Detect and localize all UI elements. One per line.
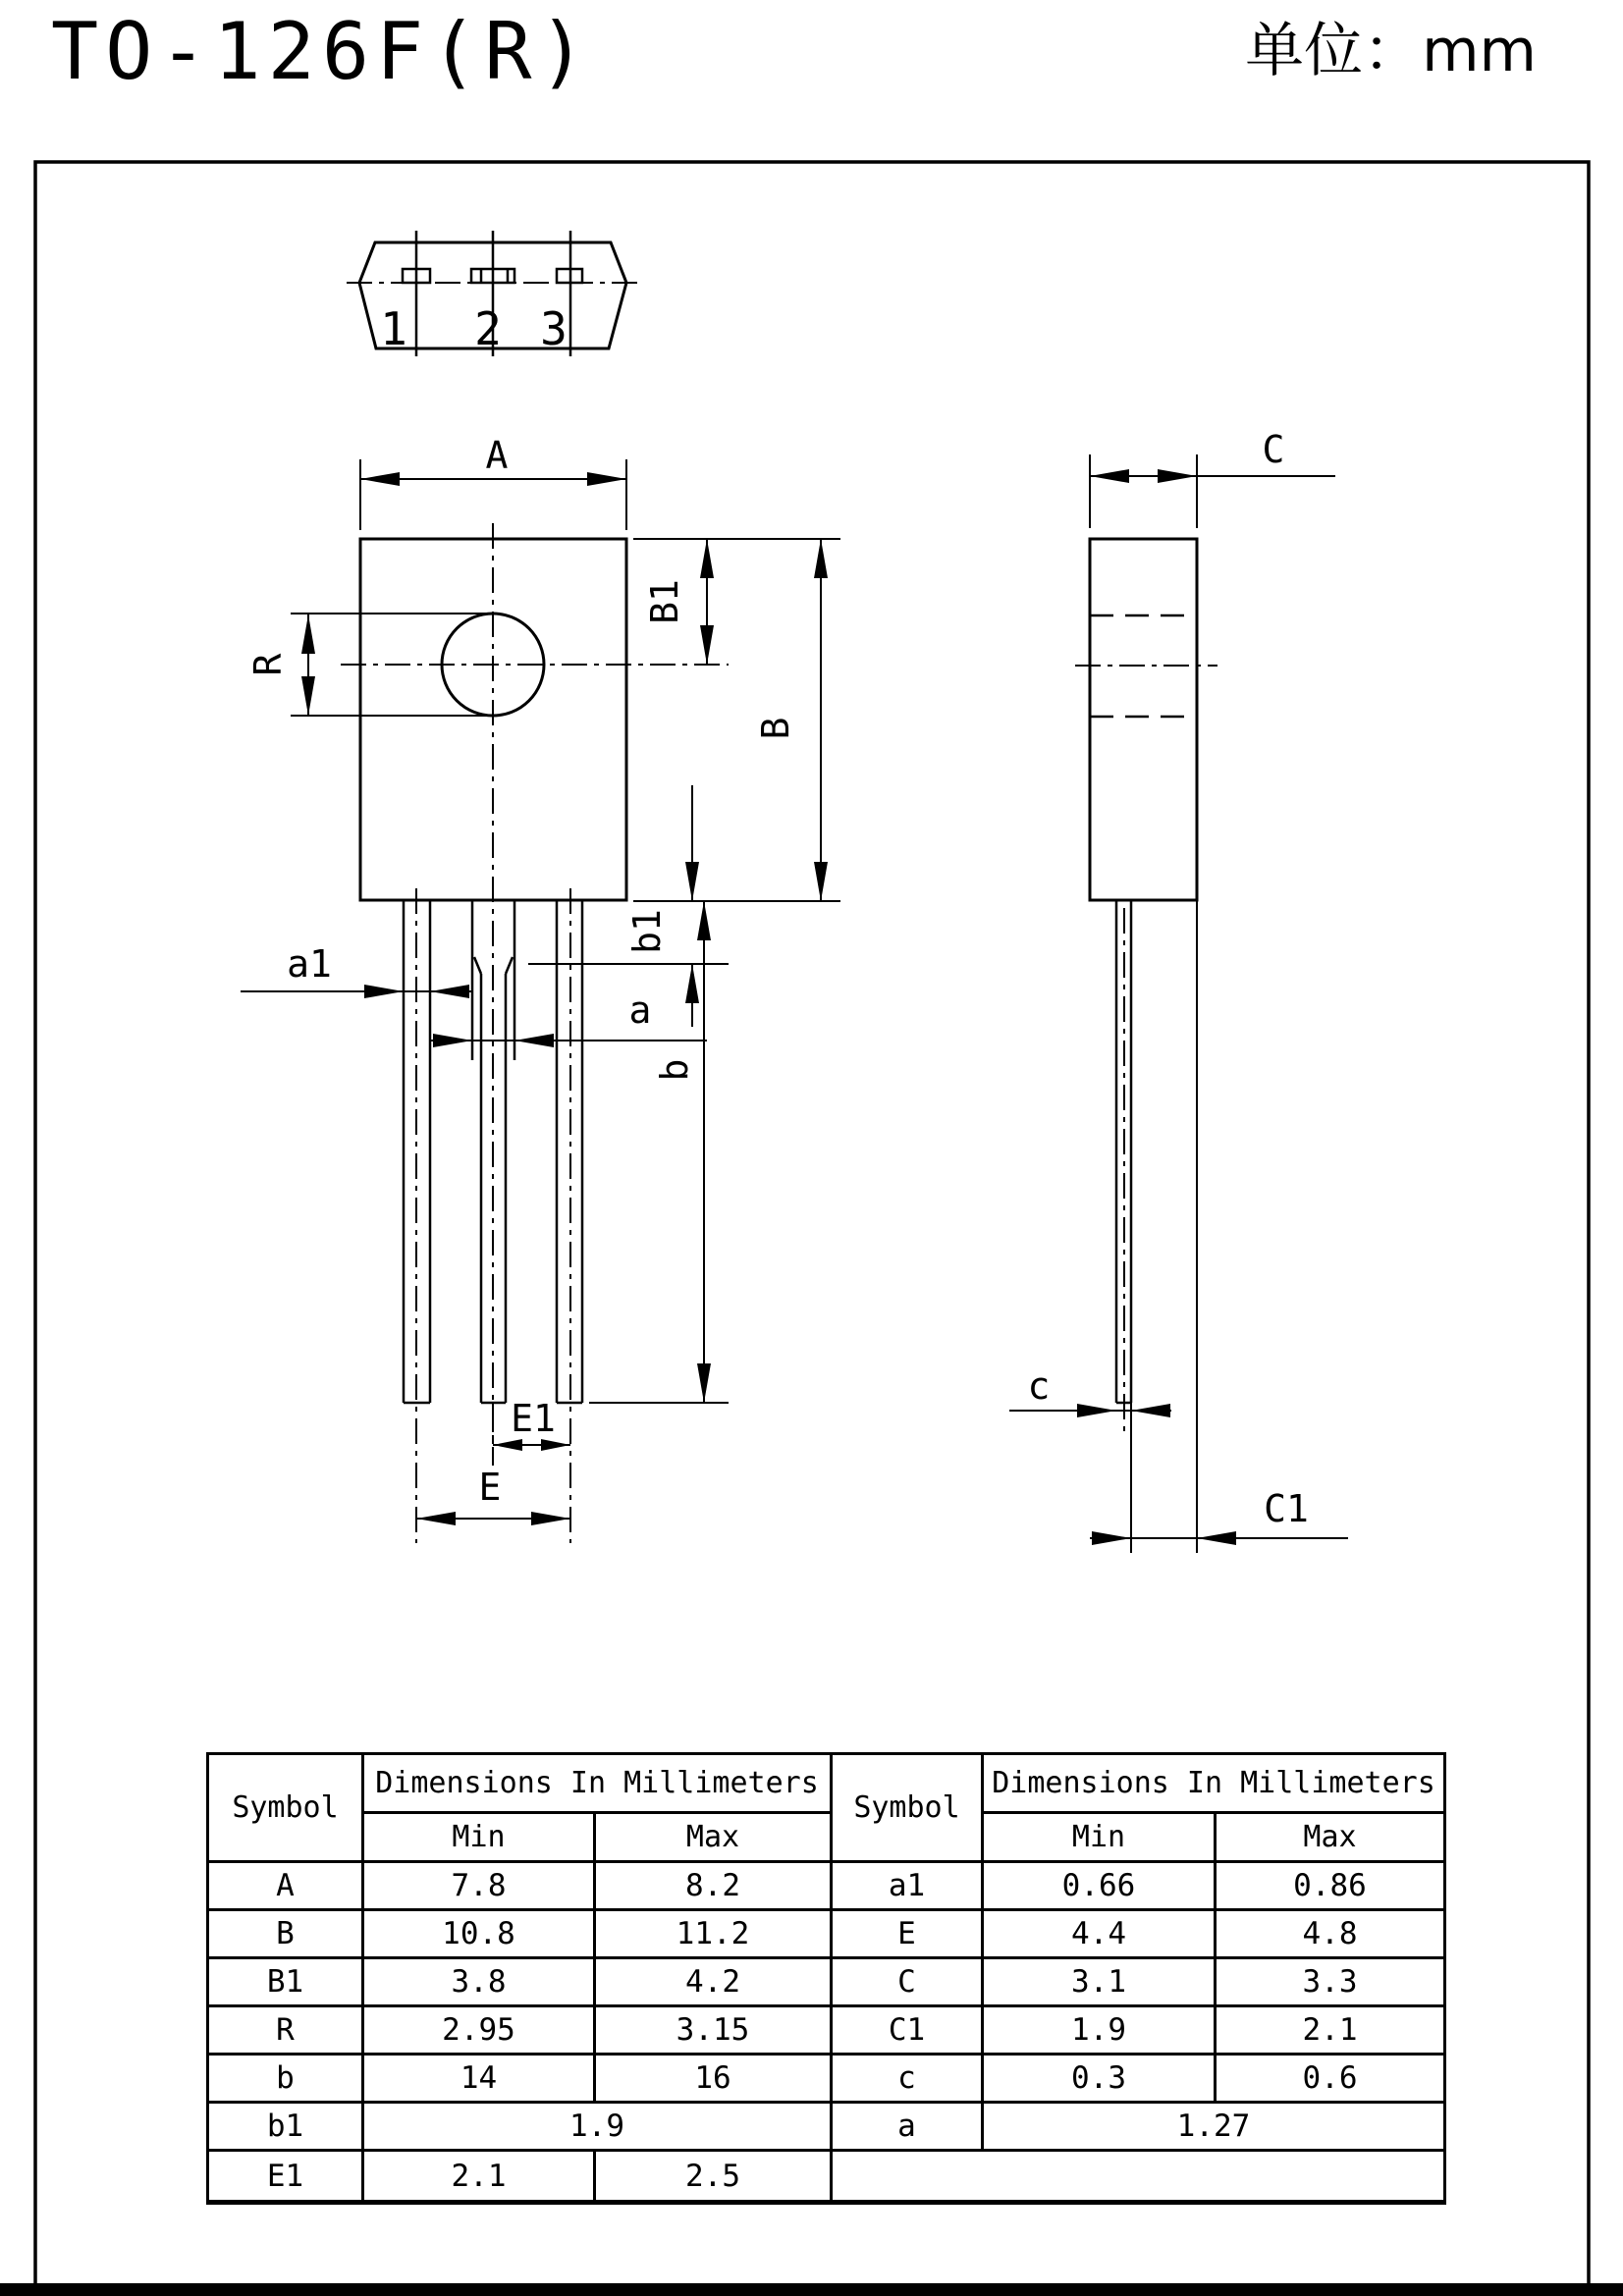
table-row (832, 1862, 1445, 1910)
table-row (832, 2103, 1445, 2151)
dims-header: Dimensions In Millimeters (363, 1754, 832, 1813)
max-header: Max (595, 1813, 832, 1862)
dim-a-label: a (628, 988, 652, 1032)
min-cell: 0.3 (983, 2055, 1216, 2103)
symbol-cell: c (832, 2055, 983, 2103)
min-cell: 3.8 (363, 1958, 595, 2006)
dim-b (589, 901, 729, 1403)
table-row (208, 2151, 832, 2203)
dim-A-label: A (485, 434, 509, 477)
min-cell: 1.9 (983, 2006, 1216, 2055)
max-header: Max (1216, 1813, 1445, 1862)
symbol-cell: E1 (208, 2151, 363, 2203)
symbol-cell: C1 (832, 2006, 983, 2055)
table-row (832, 2151, 1445, 2203)
pin-1-label: 1 (380, 302, 407, 355)
table-row (208, 2055, 832, 2103)
table-row (208, 2103, 832, 2151)
min-header: Min (983, 1813, 1216, 1862)
max-cell: 4.8 (1216, 1910, 1445, 1958)
symbol-cell: B (208, 1910, 363, 1958)
table-row (208, 1958, 832, 2006)
dim-C1-label: C1 (1264, 1487, 1309, 1530)
dim-E-label: E (478, 1466, 502, 1509)
dim-c-label: c (1027, 1364, 1051, 1408)
table-row (208, 1910, 832, 1958)
side-view-lead (1116, 900, 1131, 1431)
dim-C1 (1090, 900, 1348, 1553)
dim-E1 (493, 1397, 570, 1466)
symbol-cell: b (208, 2055, 363, 2103)
front-view-body (341, 523, 729, 1466)
table-row (832, 2006, 1445, 2055)
symbol-cell: a (832, 2103, 983, 2151)
symbol-header: Symbol (208, 1754, 363, 1862)
min-cell: 2.95 (363, 2006, 595, 2055)
min-cell: 7.8 (363, 1862, 595, 1910)
pin-2-label: 2 (474, 302, 502, 355)
table-row (832, 1910, 1445, 1958)
dim-a1 (241, 942, 471, 998)
dims-header: Dimensions In Millimeters (983, 1754, 1445, 1813)
table-row (832, 2055, 1445, 2103)
dim-E1-label: E1 (511, 1397, 556, 1440)
symbol-header: Symbol (832, 1754, 983, 1862)
dim-C-label: C (1262, 428, 1285, 471)
symbol-cell: b1 (208, 2103, 363, 2151)
max-cell: 0.86 (1216, 1862, 1445, 1910)
max-cell: 3.3 (1216, 1958, 1445, 2006)
max-cell: 11.2 (595, 1910, 832, 1958)
merged-value-cell: 1.9 (363, 2103, 832, 2151)
min-cell: 2.1 (363, 2151, 595, 2203)
max-cell: 0.6 (1216, 2055, 1445, 2103)
side-view-body (1075, 539, 1217, 900)
min-cell: 10.8 (363, 1910, 595, 1958)
dim-b1-label: b1 (625, 909, 669, 954)
max-cell: 16 (595, 2055, 832, 2103)
dim-E (416, 1466, 570, 1525)
table-row (208, 2006, 832, 2055)
dim-c (1009, 1364, 1171, 1417)
max-cell: 2.1 (1216, 2006, 1445, 2055)
min-cell: 4.4 (983, 1910, 1216, 1958)
dim-B-label: B (754, 717, 797, 740)
min-cell: 14 (363, 2055, 595, 2103)
min-cell: 0.66 (983, 1862, 1216, 1910)
max-cell: 4.2 (595, 1958, 832, 2006)
symbol-cell: E (832, 1910, 983, 1958)
max-cell: 8.2 (595, 1862, 832, 1910)
table-row (208, 1862, 832, 1910)
symbol-cell: A (208, 1862, 363, 1910)
symbol-cell: B1 (208, 1958, 363, 2006)
dim-B1-label: B1 (643, 579, 686, 624)
dim-B (754, 539, 828, 901)
max-cell: 2.5 (595, 2151, 832, 2203)
dim-R-label: R (246, 653, 290, 676)
dimension-table-left (206, 1752, 833, 2205)
symbol-cell: a1 (832, 1862, 983, 1910)
table-row (832, 1958, 1445, 2006)
unit-label: 单位：mm (1245, 17, 1537, 85)
dim-a1-label: a1 (287, 942, 332, 986)
dim-b-label: b (653, 1058, 696, 1082)
symbol-cell: C (832, 1958, 983, 2006)
min-header: Min (363, 1813, 595, 1862)
dim-C (1090, 428, 1335, 528)
dim-A (360, 434, 626, 530)
max-cell: 3.15 (595, 2006, 832, 2055)
top-view (347, 231, 638, 356)
page-title: TO-126F(R) (51, 6, 593, 97)
empty-cell (832, 2151, 1445, 2203)
dimension-table-right (830, 1752, 1446, 2205)
dim-B1 (643, 539, 714, 665)
merged-value-cell: 1.27 (983, 2103, 1445, 2151)
pin-3-label: 3 (540, 302, 568, 355)
symbol-cell: R (208, 2006, 363, 2055)
min-cell: 3.1 (983, 1958, 1216, 2006)
